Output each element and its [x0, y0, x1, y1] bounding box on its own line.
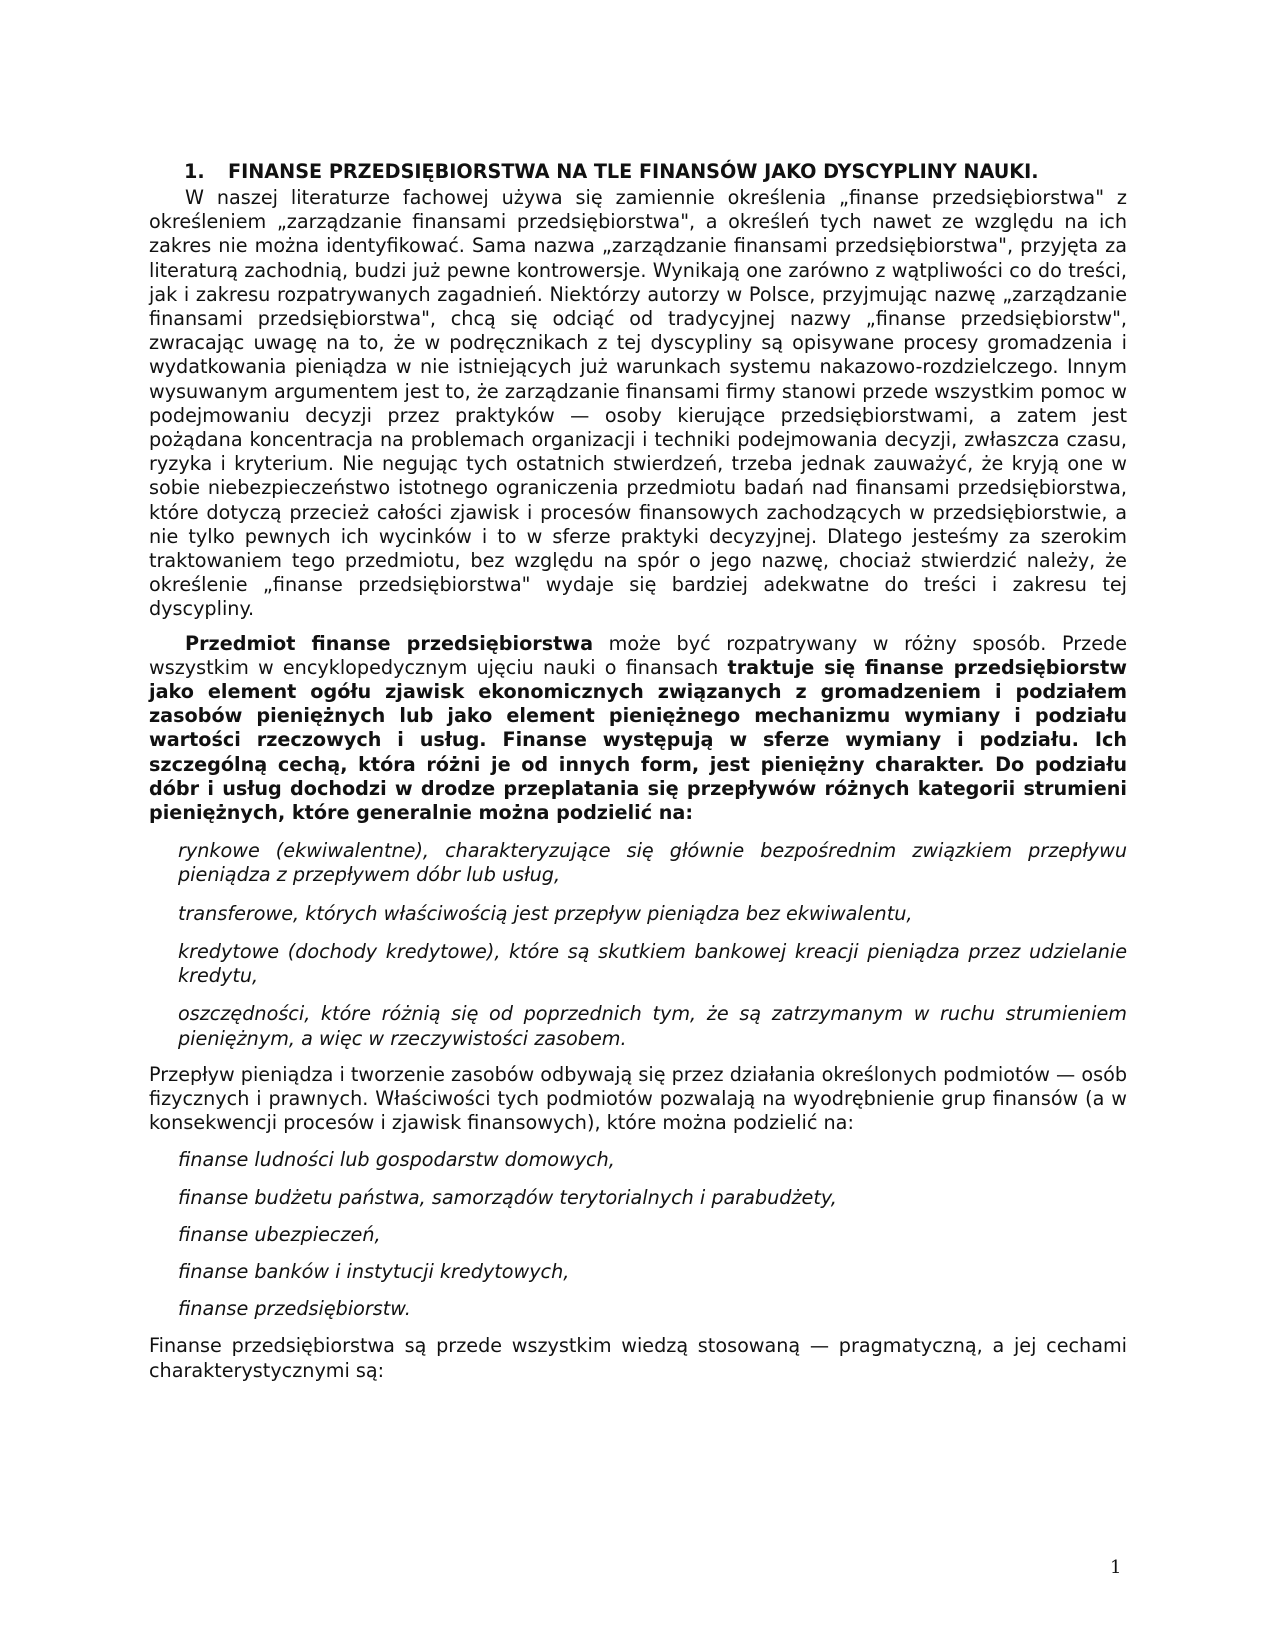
heading-title: FINANSE PRZEDSIĘBIORSTWA NA TLE FINANSÓW JAKO DYSCYPLINY NAUKI.: [228, 160, 1039, 183]
cash-flow-categories-list: [149, 839, 1127, 1050]
list-item: [149, 1260, 1127, 1284]
list-item-text: finanse ludności lub gospodarstw domowych,: [178, 1148, 615, 1172]
list-item: [149, 1223, 1127, 1247]
list-item: [149, 1148, 1127, 1172]
list-item-text: finanse budżetu państwa, samorządów terytorialnych i parabudżety,: [178, 1185, 837, 1209]
paragraph-2-text: może być rozpatrywany w różny sposób. Przede wszystkim w encyklopedycznym ujęciu nauki o finansach: [149, 631, 1127, 679]
list-item-text: oszczędności, które różnią się od poprzednich tym, że są zatrzymanym w ruchu strumieniem pieniężnym, a więc w rzeczywistości zasobem.: [178, 1002, 1127, 1050]
list-item-text: finanse banków i instytucji kredytowych,: [178, 1259, 570, 1283]
list-item-text: finanse ubezpieczeń,: [178, 1222, 381, 1246]
text-column: [149, 160, 1127, 1383]
finance-groups-list: [149, 1148, 1127, 1321]
paragraph-4: Finanse przedsiębiorstwa są przede wszystkim wiedzą stosowaną — pragmatyczną, a jej cechami charakterystycznymi są:: [149, 1334, 1127, 1382]
heading-number: 1.: [184, 160, 205, 183]
paragraph-1: W naszej literaturze fachowej używa się zamiennie określenia „finanse przedsiębiorstwa" z określeniem „zarządzanie finansami przedsiębiorstwa", a określeń tych nawet ze względu na ich zakres nie można identyfikować. Sama nazwa „zarządzanie finansami przedsiębiorstwa", przyjęta za literaturą zachodnią, budzi już pewne kontrowersje. Wynikają one zarówno z wątpliwości co do treści, jak i zakresu rozpatrywanych zagadnień. Niektórzy autorzy w Polsce, przyjmując nazwę „zarządzanie finansami przedsiębiorstwa", chcą się odciąć od tradycyjnej nazwy „finanse przedsiębiorstw", zwracając uwagę na to, że w podręcznikach z tej dyscypliny są opisywane procesy gromadzenia i wydatkowania pieniądza w nie istniejących już warunkach systemu nakazowo-rozdzielczego. Innym wysuwanym argumentem jest to, że zarządzanie finansami firmy stanowi przede wszystkim pomoc w podejmowaniu decyzji przez praktyków — osoby kierujące przedsiębiorstwami, a zatem jest pożądana koncentracja na problemach organizacji i techniki podejmowania decyzji, zwłaszcza czasu, ryzyka i kryterium. Nie negując tych ostatnich stwierdzeń, trzeba jednak zauważyć, że kryją one w sobie niebezpieczeństwo istotnego ograniczenia przedmiotu badań nad finansami przedsiębiorstwa, które dotyczą przecież całości zjawisk i procesów finansowych zachodzących w przedsiębiorstwie, a nie tylko pewnych ich wycinków i to w sferze praktyki decyzyjnej. Dlatego jesteśmy za szerokim traktowaniem tego przedmiotu, bez względu na spór o jego nazwę, chociaż stwierdzić należy, że określenie „finanse przedsiębiorstwa" wydaje się bardziej adekwatne do treści i zakresu tej dyscypliny.: [149, 186, 1127, 621]
paragraph-2-bold-tail: traktuje się finanse przedsiębiorstw jako element ogółu zjawisk ekonomicznych związanych z gromadzeniem i podziałem zasobów pieniężnych lub jako element pieniężnego mechanizmu wymiany i podziału wartości rzeczowych i usług. Finanse występują w sferze wymiany i podziału. Ich szczególną cechą, która różni je od innych form, jest pieniężny charakter. Do podziału dóbr i usług dochodzi w drodze przeplatania się przepływów różnych kategorii strumieni pieniężnych, które generalnie można podzielić na:: [149, 655, 1127, 825]
list-item-text: kredytowe (dochody kredytowe), które są skutkiem bankowej kreacji pieniądza przez udzielanie kredytu,: [178, 939, 1127, 988]
paragraph-2-bold-lead: Przedmiot finanse przedsiębiorstwa: [185, 631, 594, 655]
list-item-text: finanse przedsiębiorstw.: [178, 1297, 411, 1321]
list-item: [149, 940, 1127, 988]
list-item: [149, 839, 1127, 887]
page-number: 1: [1110, 1557, 1122, 1578]
section-heading: [149, 160, 1127, 184]
paragraph-2: [149, 632, 1127, 826]
paragraph-3: Przepływ pieniądza i tworzenie zasobów odbywają się przez działania określonych podmiotów — osób fizycznych i prawnych. Właściwości tych podmiotów pozwalają na wyodrębnienie grup finansów (a w konsekwencji procesów i zjawisk finansowych), które można podzielić na:: [149, 1062, 1127, 1135]
list-item: [149, 1297, 1127, 1321]
list-item: [149, 902, 1127, 926]
list-item-text: rynkowe (ekwiwalentne), charakteryzujące się głównie bezpośrednim związkiem przepływu pieniądza z przepływem dóbr lub usług,: [178, 839, 1127, 887]
list-item: [149, 1186, 1127, 1210]
list-item: [149, 1002, 1127, 1050]
list-item-text: transferowe, których właściwością jest przepływ pieniądza bez ekwiwalentu,: [178, 901, 913, 925]
